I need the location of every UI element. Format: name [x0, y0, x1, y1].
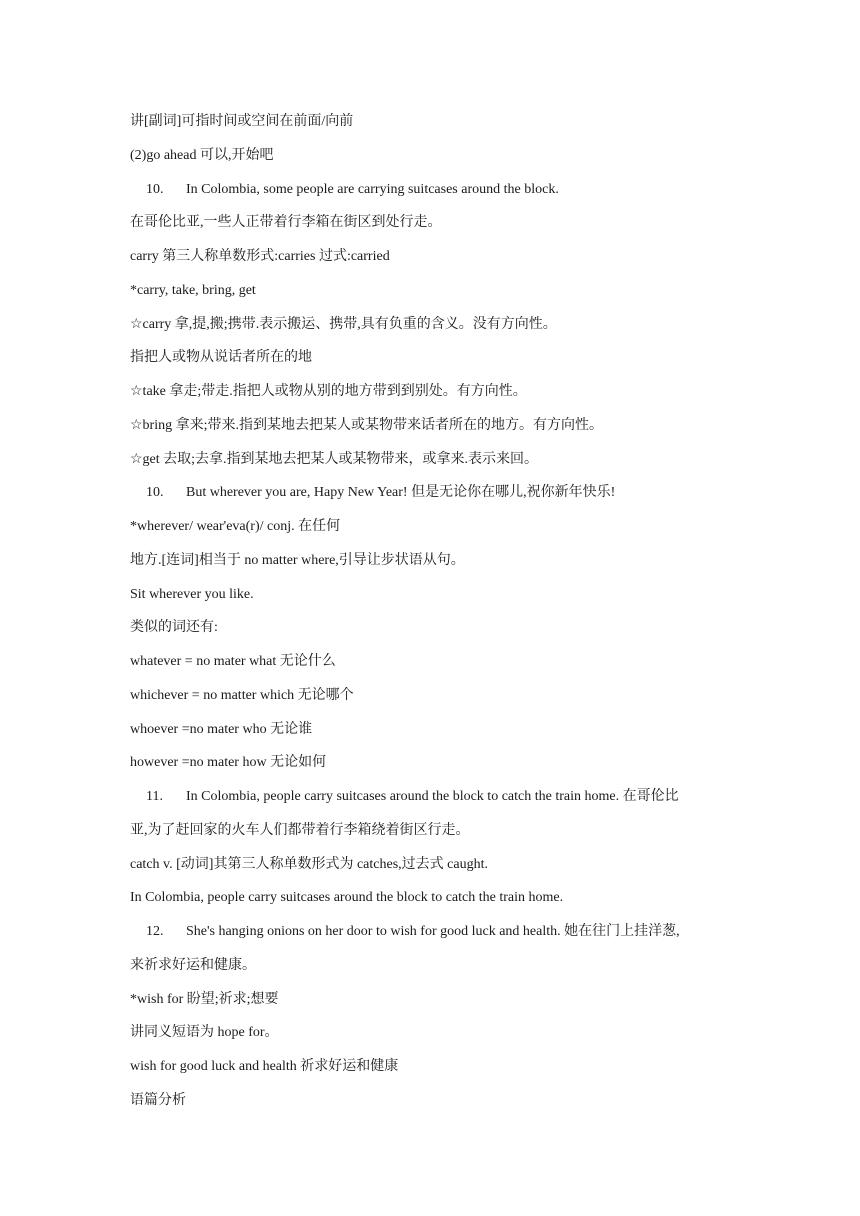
text-line: whatever = no mater what 无论什么 — [130, 654, 336, 669]
text-line: (2)go ahead 可以,开始吧 — [130, 148, 274, 163]
numbered-line — [130, 787, 740, 807]
text-line: wish for good luck and health 祈求好运和健康 — [130, 1059, 399, 1074]
numbered-line — [130, 922, 740, 942]
item-number: 10. — [146, 182, 164, 197]
text-line: 讲[副词]可指时间或空间在前面/向前 — [130, 114, 354, 129]
item-text: She's hanging onions on her door to wish for good luck and health. 她在往门上挂洋葱, — [186, 924, 680, 939]
text-line: catch v. [动词]其第三人称单数形式为 catches,过去式 caught. — [130, 857, 488, 872]
text-line: 地方.[连词]相当于 no matter where,引导让步状语从句。 — [130, 553, 465, 568]
text-line: 类似的词还有: — [130, 620, 218, 635]
text-line: ☆carry 拿,提,搬;携带.表示搬运、携带,具有负重的含义。没有方向性。 — [130, 317, 557, 332]
text-line: Sit wherever you like. — [130, 587, 254, 602]
text-line: 来祈求好运和健康。 — [130, 958, 256, 973]
item-text: In Colombia, some people are carrying suitcases around the block. — [186, 182, 559, 197]
text-line: 在哥伦比亚,一些人正带着行李箱在街区到处行走。 — [130, 215, 442, 230]
item-text: In Colombia, people carry suitcases around the block to catch the train home. 在哥伦比 — [186, 789, 679, 804]
text-line: ☆bring 拿来;带来.指到某地去把某人或某物带来话者所在的地方。有方向性。 — [130, 418, 603, 433]
section-heading: 语篇分析 — [130, 1093, 186, 1108]
text-line: 指把人或物从说话者所在的地 — [130, 350, 312, 365]
text-line: whoever =no mater who 无论谁 — [130, 722, 313, 737]
text-line: ☆get 去取;去拿.指到某地去把某人或某物带来，或拿来.表示来回。 — [130, 452, 539, 467]
text-line: however =no mater how 无论如何 — [130, 755, 327, 770]
text-line: *wish for 盼望;祈求;想要 — [130, 992, 279, 1007]
item-text: But wherever you are, Hapy New Year! 但是无论你在哪儿,祝你新年快乐! — [186, 485, 616, 500]
text-line: In Colombia, people carry suitcases around the block to catch the train home. — [130, 890, 564, 905]
item-number: 10. — [146, 485, 164, 500]
text-line: ☆take 拿走;带走.指把人或物从别的地方带到到别处。有方向性。 — [130, 384, 527, 399]
text-line: *carry, take, bring, get — [130, 283, 256, 298]
item-number: 11. — [146, 789, 163, 804]
text-line: 讲同义短语为 hope for。 — [130, 1025, 279, 1040]
numbered-line — [130, 180, 740, 200]
numbered-line — [130, 483, 740, 503]
text-line: 亚,为了赶回家的火车人们都带着行李箱绕着街区行走。 — [130, 823, 470, 838]
text-line: carry 第三人称单数形式:carries 过式:carried — [130, 249, 390, 264]
text-line: whichever = no matter which 无论哪个 — [130, 688, 354, 703]
item-number: 12. — [146, 924, 164, 939]
text-line: *wherever/ wear'eva(r)/ conj. 在任何 — [130, 519, 341, 534]
